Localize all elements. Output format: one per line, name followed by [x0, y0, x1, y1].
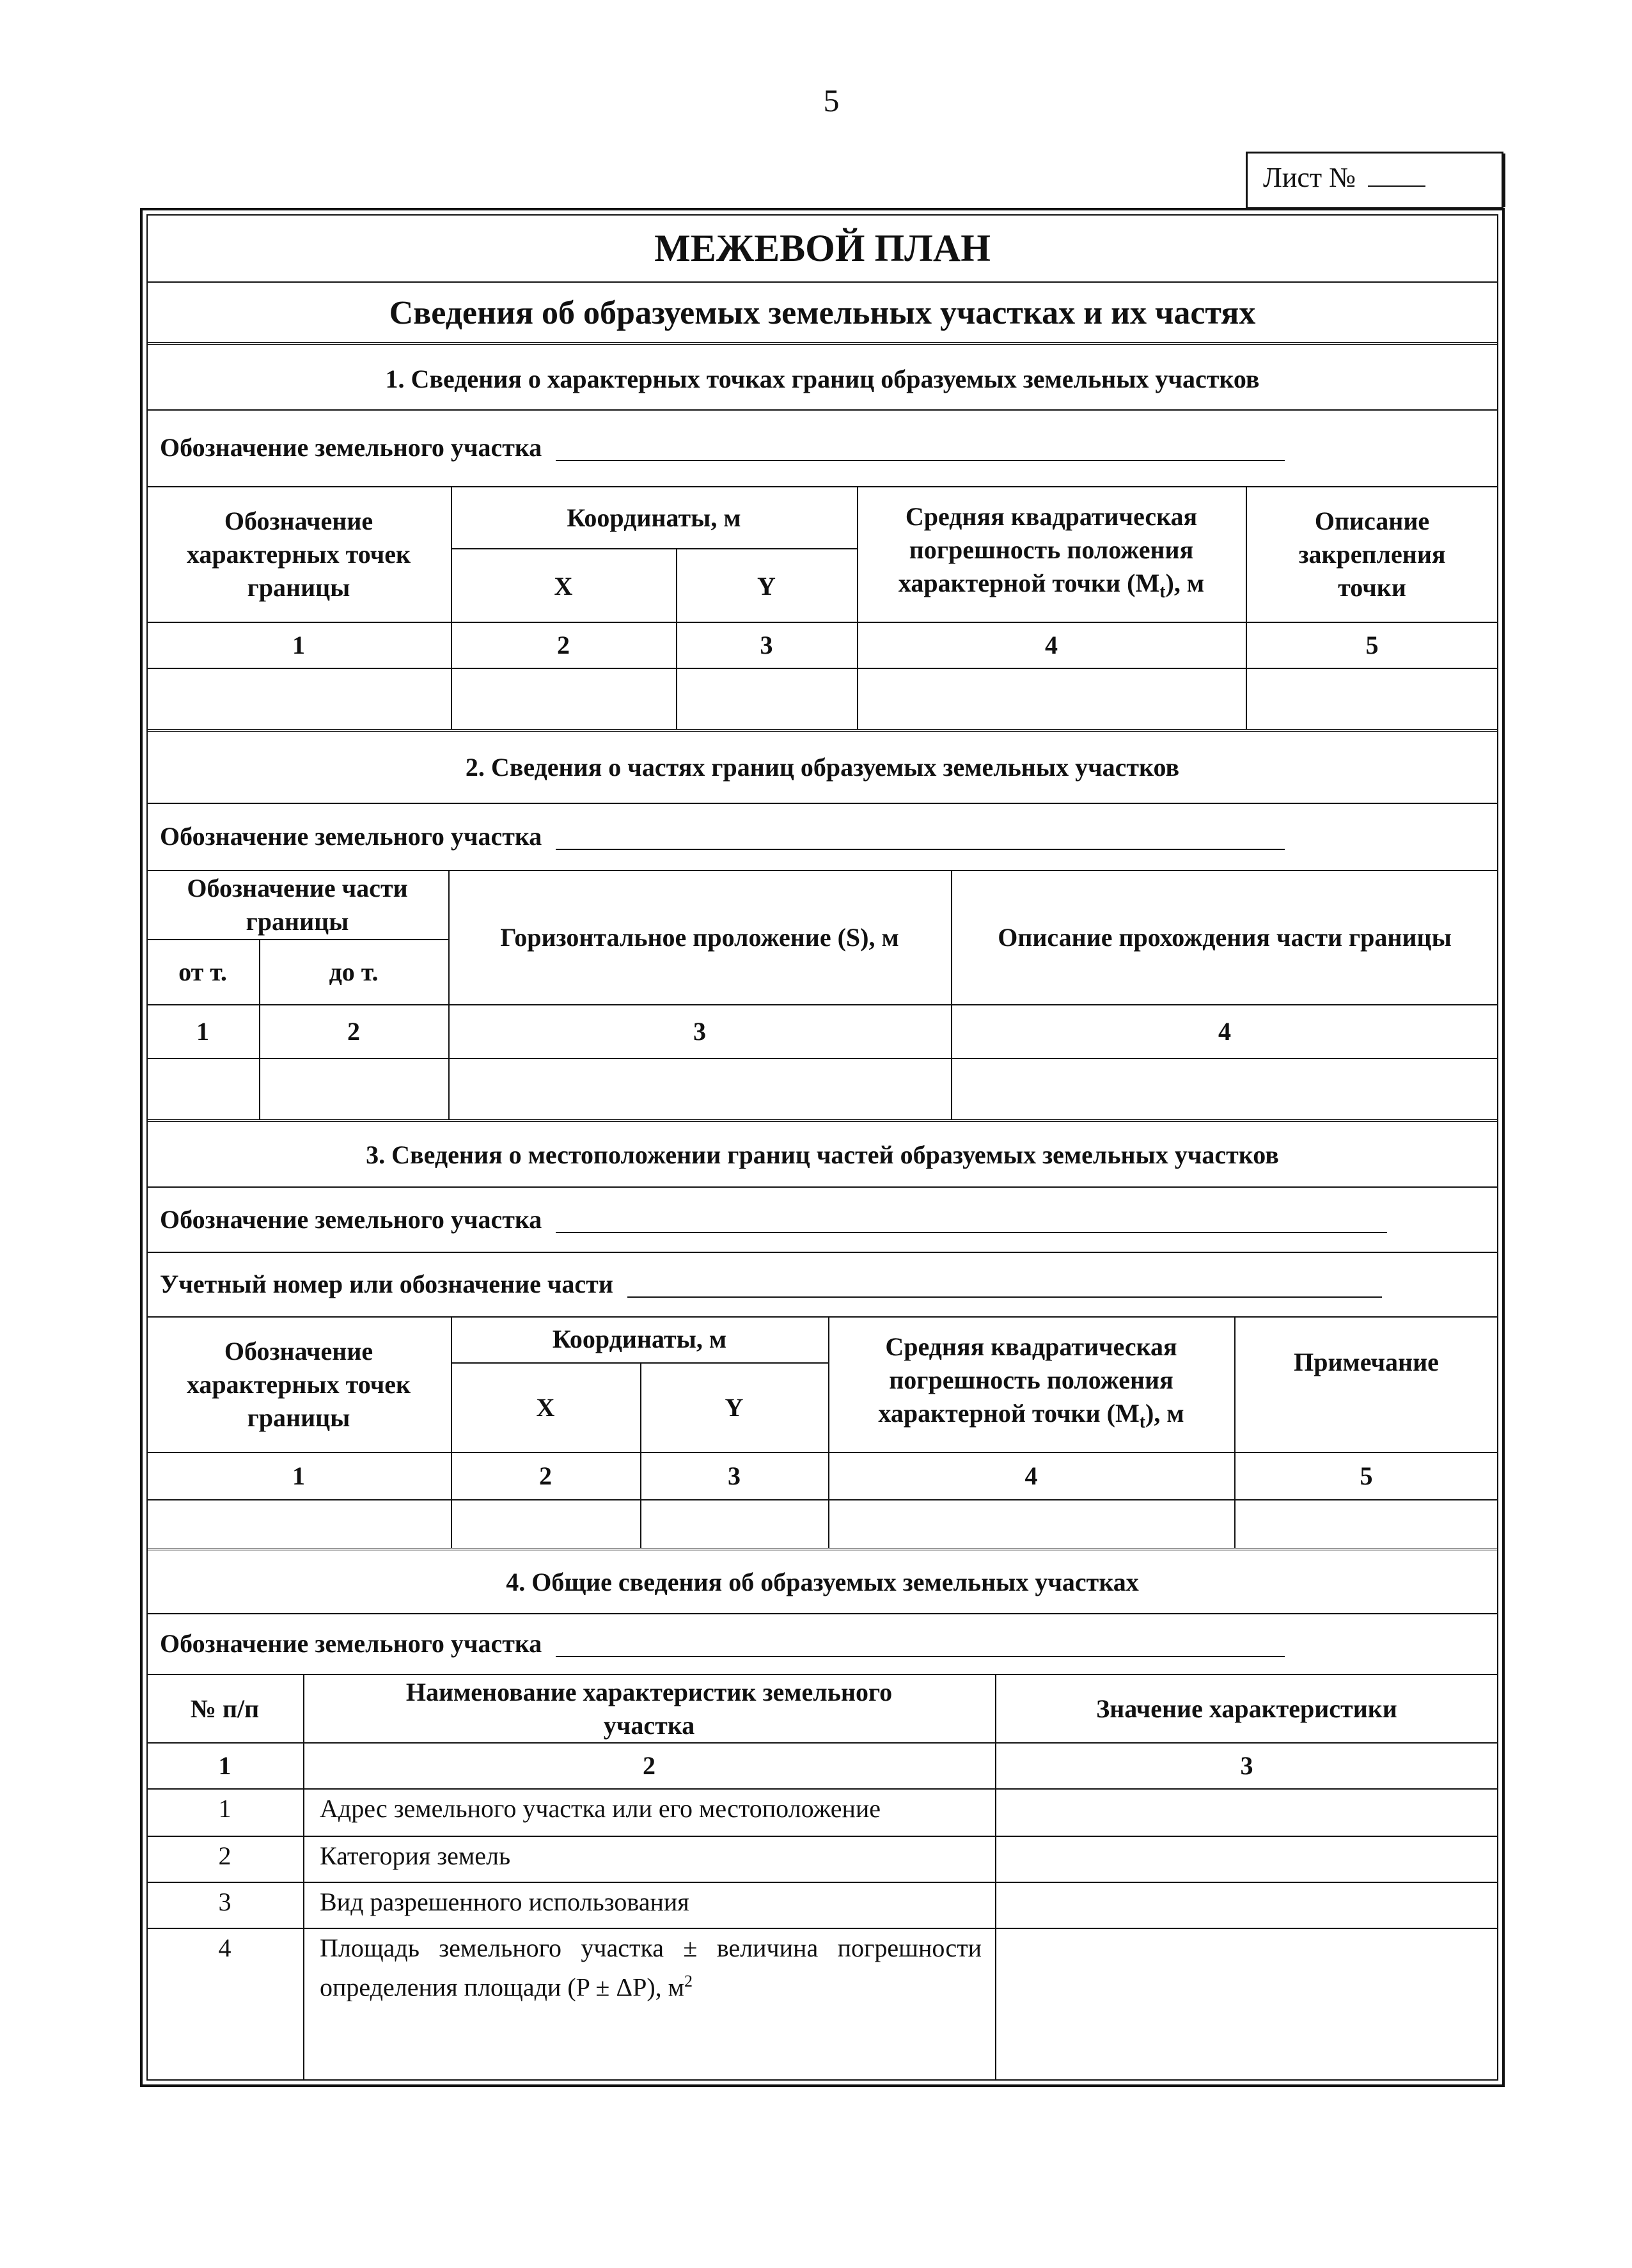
section3-part-field	[160, 1253, 1490, 1316]
s4-row-name-sup: 2	[684, 1972, 693, 1990]
section2-parcel-field	[160, 805, 1490, 869]
s2-col-to: до т.	[329, 957, 379, 986]
section2-parcel-label: Обозначение земельного участка	[160, 822, 542, 851]
section1-parcel-field	[160, 416, 1490, 480]
s3-col-error-text: Средняя квадратическая погрешность положения характерной точки (M	[878, 1332, 1177, 1428]
s2-data-cell[interactable]	[951, 1059, 1498, 1117]
s1-num: 4	[1045, 631, 1058, 659]
s1-col-error-sub: t	[1159, 582, 1166, 602]
s3-num: 3	[728, 1461, 741, 1490]
s1-data-cell[interactable]	[146, 669, 451, 727]
s4-row-no: 3	[218, 1887, 231, 1916]
s3-col-error	[828, 1318, 1234, 1452]
s4-row-value[interactable]	[995, 1883, 1498, 1928]
s1-col-error-text: Средняя квадратическая погрешность положения характерной точки (M	[898, 502, 1198, 597]
s1-col-x: X	[554, 572, 573, 601]
s1-data-cell[interactable]	[676, 669, 857, 727]
section3-parcel-field	[160, 1188, 1490, 1251]
s2-num: 1	[196, 1017, 209, 1046]
section2-parcel-input[interactable]	[556, 823, 1285, 850]
sheet-number-label	[1263, 160, 1425, 194]
section3-parcel-input[interactable]	[556, 1206, 1387, 1233]
s1-col-error-tail: ), м	[1165, 569, 1205, 597]
s4-num: 1	[218, 1751, 231, 1780]
s4-row-name: Вид разрешенного использования	[320, 1887, 689, 1916]
s4-row-name	[320, 1932, 982, 2004]
s1-col-coords: Координаты, м	[567, 503, 741, 532]
section1-parcel-input[interactable]	[556, 434, 1285, 461]
sheet-label-text: Лист №	[1263, 162, 1356, 193]
s4-row-value[interactable]	[995, 1929, 1498, 2079]
s2-col-desc: Описание прохождения части границы	[998, 923, 1452, 952]
s3-num: 5	[1360, 1461, 1373, 1490]
s2-col-part: Обозначение части границы	[187, 873, 408, 936]
s4-row-name-text: Площадь земельного участка ± величина погрешности определения площади (P ± ΔP), м	[320, 1933, 982, 2002]
section3-part-input[interactable]	[627, 1271, 1382, 1298]
sheet-number-blank[interactable]	[1368, 160, 1425, 187]
section1-parcel-label: Обозначение земельного участка	[160, 433, 542, 462]
s1-data-cell[interactable]	[857, 669, 1246, 727]
s3-num: 4	[1024, 1461, 1038, 1490]
s2-col-from: от т.	[178, 957, 227, 986]
s1-col-points: Обозначение характерных точек границы	[186, 507, 411, 602]
section3-parcel-label: Обозначение земельного участка	[160, 1205, 542, 1234]
s4-row-no: 4	[218, 1933, 231, 1962]
s4-col-value: Значение характеристики	[1096, 1694, 1397, 1723]
s1-col-fix: Описание закрепления точки	[1298, 507, 1446, 602]
s3-data-cell[interactable]	[828, 1500, 1234, 1547]
s4-row-value[interactable]	[995, 1837, 1498, 1882]
s2-col-horizontal: Горизонтальное проложение (S), м	[500, 923, 899, 952]
page-number: 5	[823, 83, 840, 118]
s4-col-no: № п/п	[190, 1694, 260, 1723]
s3-col-error-sub: t	[1139, 1412, 1146, 1432]
s3-num: 1	[292, 1461, 305, 1490]
s2-num: 2	[347, 1017, 360, 1046]
s3-data-cell[interactable]	[451, 1500, 640, 1547]
s1-col-y: Y	[757, 572, 776, 601]
s3-col-coords: Координаты, м	[552, 1325, 727, 1353]
section4-parcel-label: Обозначение земельного участка	[160, 1629, 542, 1658]
s3-data-cell[interactable]	[146, 1500, 451, 1547]
s4-col-name: Наименование характеристик земельного участка	[405, 1677, 893, 1740]
s2-data-cell[interactable]	[259, 1059, 448, 1117]
s3-num: 2	[539, 1461, 552, 1490]
doc-title: МЕЖЕВОЙ ПЛАН	[654, 226, 991, 269]
s1-num: 3	[760, 631, 773, 659]
doc-subtitle: Сведения об образуемых земельных участках и их частях	[389, 295, 1256, 331]
s4-row-name: Адрес земельного участка или его местоположение	[320, 1794, 881, 1823]
s4-row-name: Категория земель	[320, 1841, 511, 1870]
s2-data-cell[interactable]	[448, 1059, 951, 1117]
s4-row-value[interactable]	[995, 1790, 1498, 1836]
s4-num: 2	[643, 1751, 655, 1780]
s4-row-no: 1	[218, 1794, 231, 1823]
s3-data-cell[interactable]	[640, 1500, 828, 1547]
section4-heading: 4. Общие сведения об образуемых земельных участках	[506, 1568, 1139, 1596]
sheet-number-box	[1246, 152, 1503, 209]
s1-num: 2	[557, 631, 570, 659]
s1-data-cell[interactable]	[451, 669, 676, 727]
s4-num: 3	[1240, 1751, 1253, 1780]
s4-row-no: 2	[218, 1841, 231, 1870]
s1-col-error	[857, 487, 1246, 622]
s3-col-error-tail: ), м	[1145, 1399, 1184, 1428]
s3-col-note: Примечание	[1294, 1348, 1439, 1376]
s2-num: 4	[1218, 1017, 1231, 1046]
section3-heading: 3. Сведения о местоположении границ частей образуемых земельных участков	[366, 1140, 1279, 1169]
section4-parcel-field	[160, 1614, 1490, 1673]
s2-num: 3	[693, 1017, 706, 1046]
s1-num: 5	[1365, 631, 1379, 659]
s1-data-cell[interactable]	[1246, 669, 1498, 727]
s1-num: 1	[292, 631, 305, 659]
s3-col-x: X	[536, 1393, 555, 1422]
section4-parcel-input[interactable]	[556, 1630, 1285, 1657]
s2-data-cell[interactable]	[146, 1059, 259, 1117]
section3-part-label: Учетный номер или обозначение части	[160, 1270, 613, 1298]
s3-col-y: Y	[725, 1393, 744, 1422]
s3-col-points: Обозначение характерных точек границы	[186, 1337, 411, 1432]
section1-heading: 1. Сведения о характерных точках границ образуемых земельных участков	[385, 364, 1260, 393]
section2-heading: 2. Сведения о частях границ образуемых земельных участков	[465, 753, 1180, 782]
s3-data-cell[interactable]	[1234, 1500, 1498, 1547]
